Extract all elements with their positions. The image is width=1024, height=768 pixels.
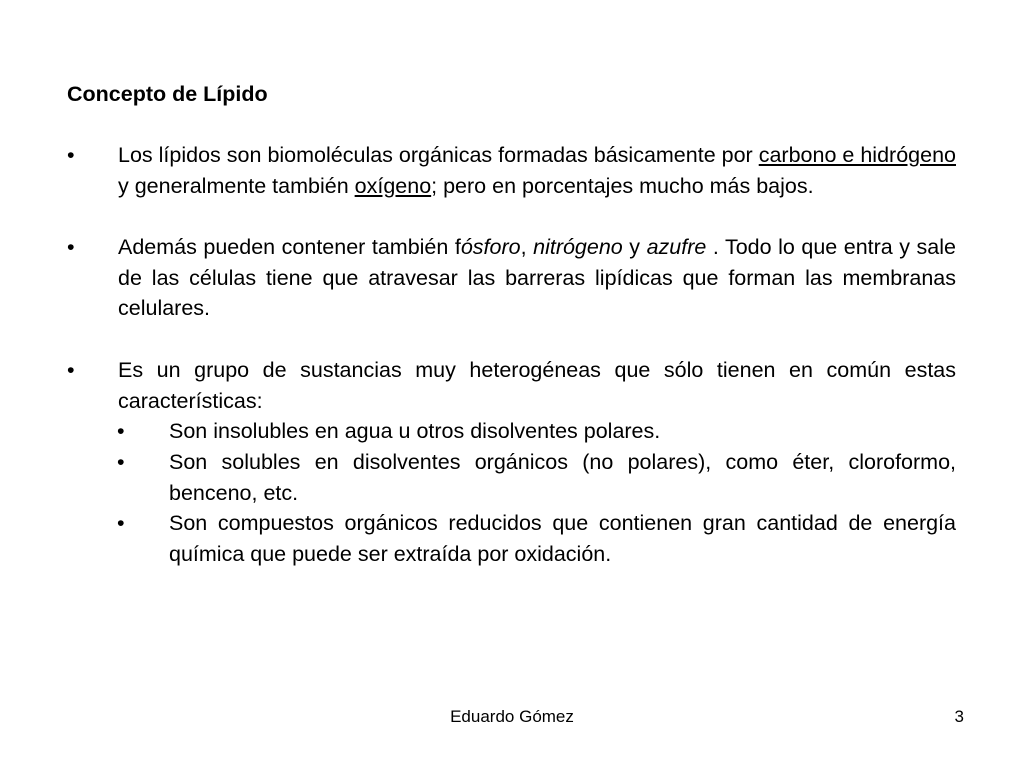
bullet-item xyxy=(67,355,956,416)
text-run: Además pueden contener también f xyxy=(118,235,461,259)
text-run: , xyxy=(520,235,534,259)
bullet-icon: • xyxy=(67,235,75,259)
text-run: . Todo lo que entra y sale de las células tiene que atravesar las barreras lipídicas que forman las membranas celulares. xyxy=(118,235,956,320)
bullet-icon: • xyxy=(117,511,125,535)
bullet-icon: • xyxy=(117,450,125,474)
sub-bullet-text: Son insolubles en agua u otros disolventes polares. xyxy=(169,419,661,443)
slide-title: Concepto de Lípido xyxy=(67,82,268,106)
italic-term: ósforo xyxy=(460,235,521,259)
page-number: 3 xyxy=(954,707,964,726)
bullet-item xyxy=(67,232,956,324)
text-run: y xyxy=(622,235,647,259)
italic-term: nitrógeno xyxy=(533,235,623,259)
sub-bullet-text: Son compuestos orgánicos reducidos que contienen gran cantidad de energía química que puede ser extraída por oxidación. xyxy=(169,511,956,566)
sub-bullet-text: Son solubles en disolventes orgánicos (no polares), como éter, cloroformo, benceno, etc. xyxy=(169,450,956,505)
text-run: ; pero en porcentajes mucho más bajos. xyxy=(431,173,814,198)
sub-bullet-item xyxy=(117,447,956,508)
bullet-text: Es un grupo de sustancias muy heterogéneas que sólo tienen en común estas características: xyxy=(118,358,956,413)
bullet-icon: • xyxy=(67,358,75,382)
bullet-icon: • xyxy=(67,143,75,167)
bullet-text xyxy=(118,140,956,201)
italic-term: azufre xyxy=(646,235,707,259)
underlined-term: carbono e hidrógeno xyxy=(758,143,956,167)
text-run: Los lípidos son biomoléculas orgánicas formadas básicamente por xyxy=(118,143,759,167)
bullet-text xyxy=(118,232,956,324)
bullet-item xyxy=(67,140,956,201)
bullet-icon: • xyxy=(117,419,125,443)
text-run: y generalmente también xyxy=(118,173,355,198)
sub-bullet-item xyxy=(117,416,956,447)
sub-bullet-item xyxy=(117,508,956,569)
footer-author: Eduardo Gómez xyxy=(450,707,574,726)
underlined-term: oxígeno xyxy=(354,173,432,198)
